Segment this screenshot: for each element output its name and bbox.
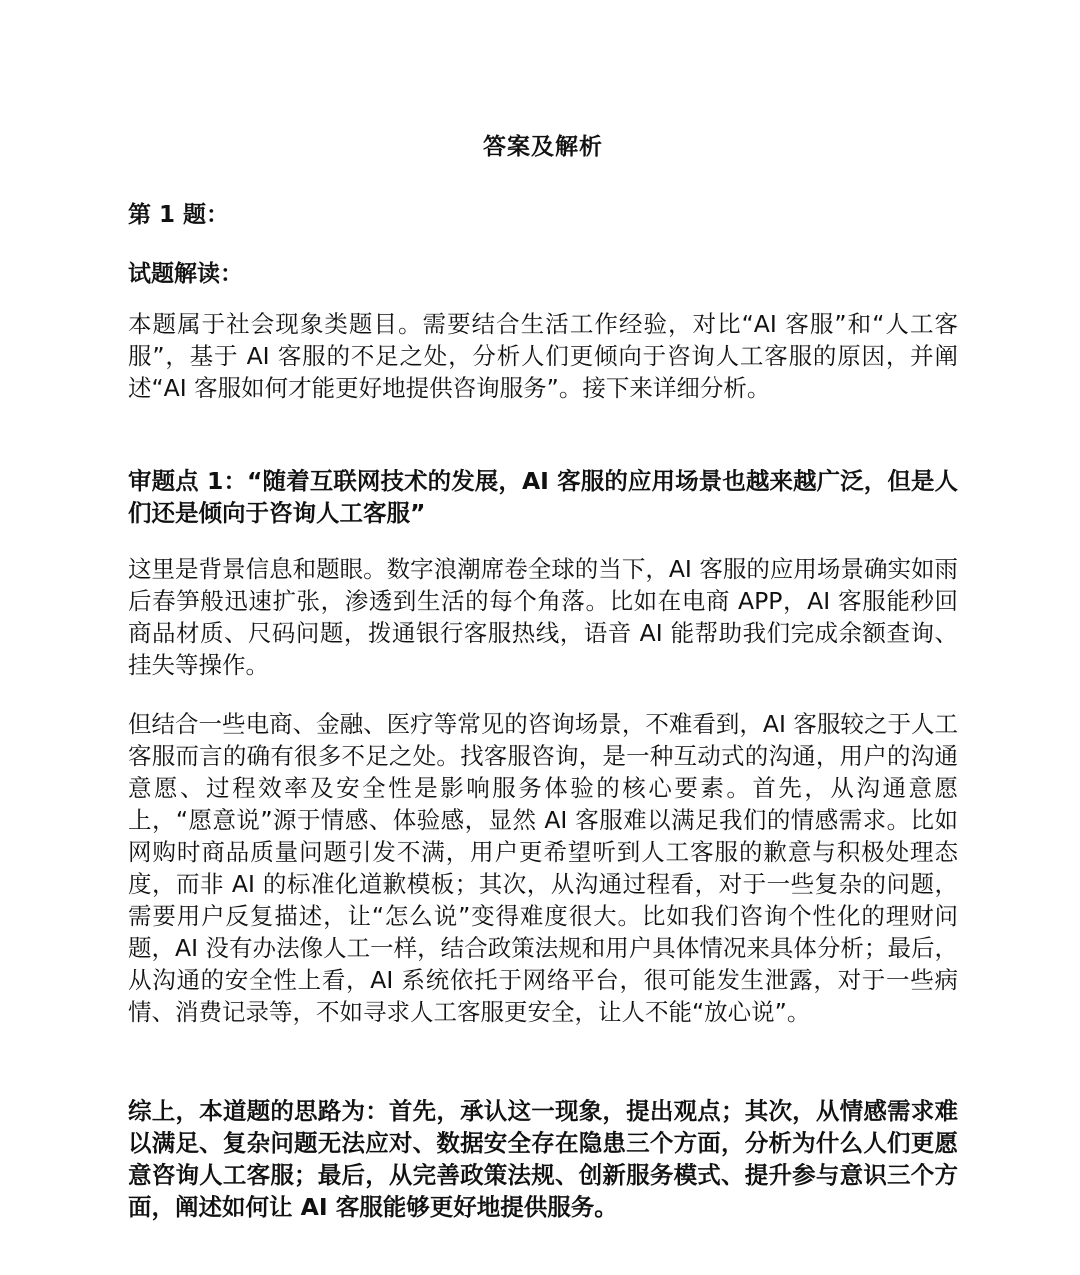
question-heading: 第 1 题：	[128, 202, 230, 228]
background-paragraph: 这里是背景信息和题眼。数字浪潮席卷全球的当下，AI 客服的应用场景确实如雨后春笋般迅速扩张，渗透到生活的每个角落。比如在电商 APP，AI 客服能秒回商品材质、尺码问题，拨通银行客服热线，语音 AI 能帮助我们完成余额查询、挂失等操作。	[128, 555, 958, 679]
analysis-paragraph: 但结合一些电商、金融、医疗等常见的咨询场景，不难看到，AI 客服较之于人工客服而言的确有很多不足之处。找客服咨询，是一种互动式的沟通，用户的沟通意愿、过程效率及安全性是影响服务体验的核心要素。首先，从沟通意愿上，“愿意说”源于情感、体验感，显然 AI 客服难以满足我们的情感需求。比如网购时商品质量问题引发不满，用户更希望听到人工客服的歉意与积极处理态度，而非 AI 的标准化道歉模板；其次，从沟通过程看，对于一些复杂的问题，需要用户反复描述，让“怎么说”变得难度很大。比如我们咨询个性化的理财问题，AI 没有办法像人工一样，结合政策法规和用户具体情况来具体分析；最后，从沟通的安全性上看，AI 系统依托于网络平台，很可能发生泄露，对于一些病情、消费记录等，不如寻求人工客服更安全，让人不能“放心说”。	[128, 710, 958, 1026]
interpretation-heading: 试题解读：	[128, 261, 243, 287]
summary-paragraph: 综上，本道题的思路为：首先，承认这一现象，提出观点；其次，从情感需求难以满足、复杂问题无法应对、数据安全存在隐患三个方面，分析为什么人们更愿意咨询人工客服；最后，从完善政策法规、创新服务模式、提升参与意识三个方面，阐述如何让 AI 客服能够更好地提供服务。	[128, 1097, 958, 1221]
intro-paragraph: 本题属于社会现象类题目。需要结合生活工作经验，对比“AI 客服”和“人工客服”，基于 AI 客服的不足之处，分析人们更倾向于咨询人工客服的原因，并阐述“AI 客服如何才能更好地提供咨询服务”。接下来详细分析。	[128, 310, 958, 402]
page-title: 答案及解析	[483, 134, 603, 160]
review-point-1-heading: 审题点 1：“随着互联网技术的发展，AI 客服的应用场景也越来越广泛，但是人们还是倾向于咨询人工客服”	[128, 467, 958, 527]
